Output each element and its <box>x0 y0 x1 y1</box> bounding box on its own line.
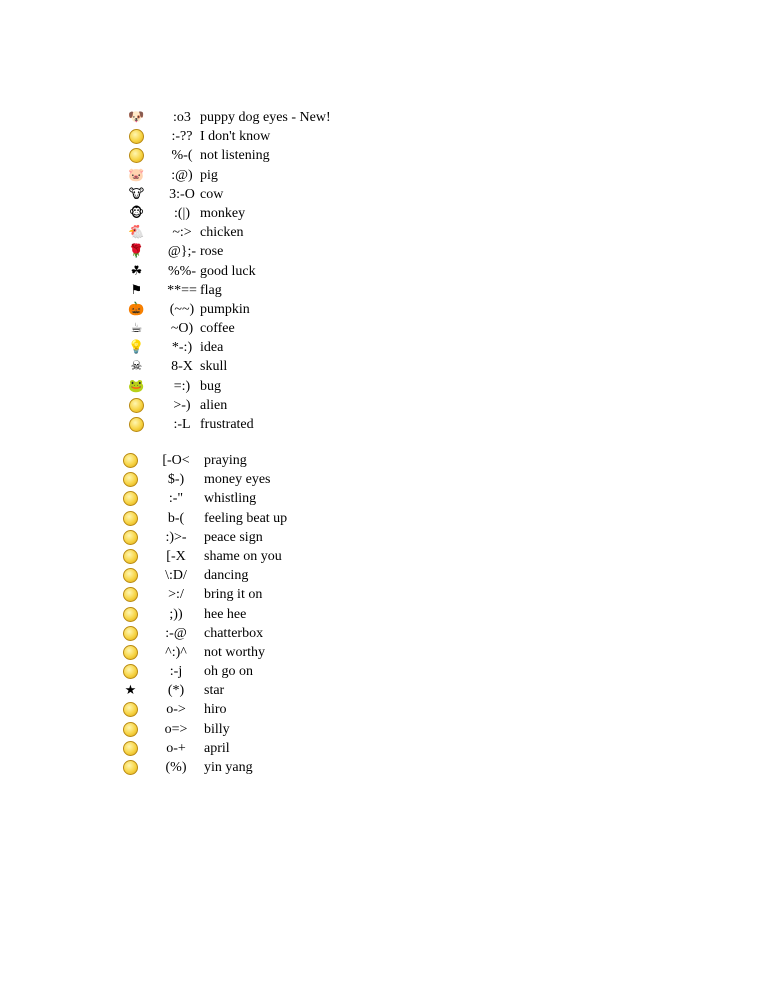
pumpkin-icon <box>128 301 145 318</box>
april-icon <box>122 740 139 757</box>
shame-on-you-icon <box>122 548 139 565</box>
frustrated-icon <box>128 416 145 433</box>
emoticon-code: **== <box>167 282 197 298</box>
smiley-face-shape <box>123 453 138 468</box>
money-eyes-icon <box>122 471 139 488</box>
emoticon-row <box>0 185 768 204</box>
praying-icon <box>122 452 139 469</box>
emoticon-row <box>0 489 768 508</box>
emoticon-label: not listening <box>200 148 270 164</box>
emoticon-row <box>0 662 768 681</box>
emoticon-row <box>0 281 768 300</box>
feeling-beat-up-icon <box>122 510 139 527</box>
emoticon-code: ^:)^ <box>165 644 187 660</box>
emoticon-row <box>0 108 768 127</box>
emoticon-code: %-( <box>171 148 193 164</box>
emoticon-row <box>0 605 768 624</box>
emoticon-row <box>0 300 768 319</box>
smiley-face-shape <box>123 722 138 737</box>
emoticon-row <box>0 720 768 739</box>
emoticon-row <box>0 624 768 643</box>
emoticon-row <box>0 396 768 415</box>
emoticon-code: o-+ <box>166 740 186 756</box>
emoticon-label: I don't know <box>200 129 271 145</box>
icon-glyph: ☠ <box>130 359 143 375</box>
icon-glyph: ⚑ <box>130 282 143 298</box>
emoticon-label: feeling beat up <box>204 510 288 526</box>
emoticon-code: :(|) <box>173 205 191 221</box>
emoticon-label: hee hee <box>204 606 247 622</box>
emoticon-label: frustrated <box>200 417 254 432</box>
emoticon-row <box>0 470 768 489</box>
emoticon-label: money eyes <box>204 472 271 488</box>
emoticon-code: ;)) <box>169 606 183 622</box>
emoticon-code: :-@ <box>165 625 187 641</box>
emoticon-label: peace sign <box>204 529 263 545</box>
smiley-face-shape <box>123 511 138 526</box>
emoticon-label: good luck <box>200 263 256 279</box>
smiley-face-shape <box>129 398 144 413</box>
rose-icon <box>128 243 145 260</box>
hiro-icon <box>122 701 139 718</box>
emoticon-label: pumpkin <box>200 301 250 317</box>
i-dont-know-icon <box>128 128 145 145</box>
icon-glyph: ★ <box>124 683 137 699</box>
smiley-face-shape <box>123 549 138 564</box>
emoticon-code: ~:> <box>172 225 192 241</box>
smiley-face-shape <box>123 607 138 622</box>
emoticon-label: whistling <box>204 491 257 507</box>
emoticon-row <box>0 585 768 604</box>
smiley-face-shape <box>123 472 138 487</box>
smiley-face-shape <box>123 760 138 775</box>
icon-glyph: ☕ <box>130 321 143 337</box>
emoticon-row <box>0 223 768 242</box>
emoticon-label: oh go on <box>204 664 253 680</box>
emoticon-label: idea <box>200 340 224 356</box>
emoticon-row <box>0 758 768 777</box>
peace-sign-icon <box>122 529 139 546</box>
icon-glyph: 🎃 <box>128 301 145 317</box>
smiley-face-shape <box>123 491 138 506</box>
smiley-face-shape <box>123 645 138 660</box>
emoticon-code: @};- <box>167 244 197 260</box>
smiley-face-shape <box>129 417 144 432</box>
emoticon-label: monkey <box>200 205 246 221</box>
emoticon-code: $-) <box>167 472 185 488</box>
icon-glyph: 🐵 <box>128 205 145 221</box>
emoticon-row <box>0 146 768 165</box>
emoticon-row <box>0 681 768 700</box>
smiley-face-shape <box>123 664 138 679</box>
emoticon-code: *-:) <box>171 340 193 356</box>
emoticon-row <box>0 566 768 585</box>
star-icon <box>122 682 139 699</box>
emoticon-code: :-?? <box>171 129 193 145</box>
emoticon-row <box>0 643 768 662</box>
emoticon-label: not worthy <box>204 644 266 660</box>
chicken-icon <box>128 224 145 241</box>
flag-icon <box>128 282 145 299</box>
emoticon-label: skull <box>200 359 228 375</box>
emoticon-label: bring it on <box>204 587 263 603</box>
emoticon-row <box>0 547 768 566</box>
pig-icon <box>128 167 145 184</box>
emoticon-label: shame on you <box>204 548 282 564</box>
emoticon-code: 8-X <box>171 359 193 375</box>
emoticon-label: star <box>204 683 225 699</box>
emoticon-code: o-> <box>166 702 186 718</box>
emoticon-code: :@) <box>171 167 193 183</box>
coffee-icon <box>128 320 145 337</box>
bring-it-on-icon <box>122 586 139 603</box>
emoticon-row <box>0 377 768 396</box>
emoticon-row <box>0 528 768 547</box>
smiley-face-shape <box>123 626 138 641</box>
smiley-face-shape <box>123 587 138 602</box>
emoticon-code: >-) <box>173 397 191 413</box>
yin-yang-icon <box>122 759 139 776</box>
skull-icon <box>128 358 145 375</box>
not-worthy-icon <box>122 644 139 661</box>
emoticon-code: (~~) <box>169 301 195 317</box>
emoticon-label: pig <box>200 167 218 183</box>
monkey-icon <box>128 205 145 222</box>
emoticon-code: o=> <box>164 721 188 737</box>
emoticon-code: :-j <box>169 664 183 680</box>
emoticon-list-secondary <box>0 451 768 777</box>
emoticon-label: rose <box>200 244 224 260</box>
emoticon-label: hiro <box>204 702 227 718</box>
icon-glyph: 🐔 <box>128 225 145 241</box>
icon-glyph: 🐶 <box>128 110 145 125</box>
emoticon-label: chicken <box>200 225 244 241</box>
emoticon-code: b-( <box>167 510 185 526</box>
smiley-face-shape <box>129 129 144 144</box>
emoticon-code: =:) <box>173 378 191 394</box>
emoticon-row <box>0 451 768 470</box>
emoticon-label: chatterbox <box>204 625 264 641</box>
emoticon-code: [-O< <box>162 453 190 468</box>
smiley-face-shape <box>123 530 138 545</box>
smiley-face-shape <box>123 702 138 717</box>
emoticon-row <box>0 739 768 758</box>
emoticon-code: :-" <box>168 491 184 507</box>
puppy-dog-icon <box>128 109 145 126</box>
smiley-face-shape <box>123 568 138 583</box>
bug-icon <box>128 378 145 395</box>
emoticon-label: puppy dog eyes - New! <box>200 110 331 125</box>
emoticon-row <box>0 262 768 281</box>
emoticon-row <box>0 700 768 719</box>
chatterbox-icon <box>122 625 139 642</box>
dancing-icon <box>122 567 139 584</box>
emoticon-row <box>0 415 768 434</box>
lightbulb-icon <box>128 339 145 356</box>
emoticon-code: (%) <box>165 760 187 775</box>
emoticon-row <box>0 242 768 261</box>
not-listening-icon <box>128 147 145 164</box>
emoticon-label: flag <box>200 282 222 298</box>
emoticon-code: >:/ <box>168 587 184 603</box>
icon-glyph: 🐸 <box>128 378 145 394</box>
emoticon-label: cow <box>200 186 224 202</box>
emoticon-row <box>0 127 768 146</box>
emoticon-row <box>0 357 768 376</box>
emoticon-label: dancing <box>204 568 249 584</box>
emoticon-label: coffee <box>200 321 235 337</box>
icon-glyph: ☘ <box>130 263 143 279</box>
smiley-face-shape <box>123 741 138 756</box>
clover-icon <box>128 263 145 280</box>
icon-glyph: 🌹 <box>128 244 145 260</box>
emoticon-code: \:D/ <box>165 568 187 584</box>
emoticon-code: :o3 <box>173 110 191 125</box>
emoticon-code: %%- <box>168 263 196 279</box>
emoticon-code: :-L <box>173 417 191 432</box>
emoticon-row <box>0 204 768 223</box>
emoticon-code: (*) <box>167 683 185 699</box>
emoticon-label: bug <box>200 378 221 394</box>
icon-glyph: 🐷 <box>128 167 145 183</box>
cow-icon <box>128 186 145 203</box>
emoticon-label: praying <box>204 453 247 468</box>
emoticon-code: ~O) <box>170 321 194 337</box>
billy-icon <box>122 721 139 738</box>
smiley-face-shape <box>129 148 144 163</box>
icon-glyph: 💡 <box>128 340 145 356</box>
hee-hee-icon <box>122 606 139 623</box>
alien-icon <box>128 397 145 414</box>
emoticon-list-primary <box>0 108 768 434</box>
emoticon-label: alien <box>200 397 228 413</box>
oh-go-on-icon <box>122 663 139 680</box>
emoticon-code: [-X <box>166 548 186 564</box>
emoticon-code: :)>- <box>165 529 187 545</box>
emoticon-row <box>0 166 768 185</box>
emoticon-label: april <box>204 740 230 756</box>
emoticon-label: billy <box>204 721 230 737</box>
emoticon-row <box>0 509 768 528</box>
emoticon-label: yin yang <box>204 760 253 775</box>
emoticon-row <box>0 338 768 357</box>
emoticon-code: 3:-O <box>169 186 195 202</box>
icon-glyph: 🐮 <box>128 186 145 202</box>
whistling-icon <box>122 490 139 507</box>
emoticon-row <box>0 319 768 338</box>
